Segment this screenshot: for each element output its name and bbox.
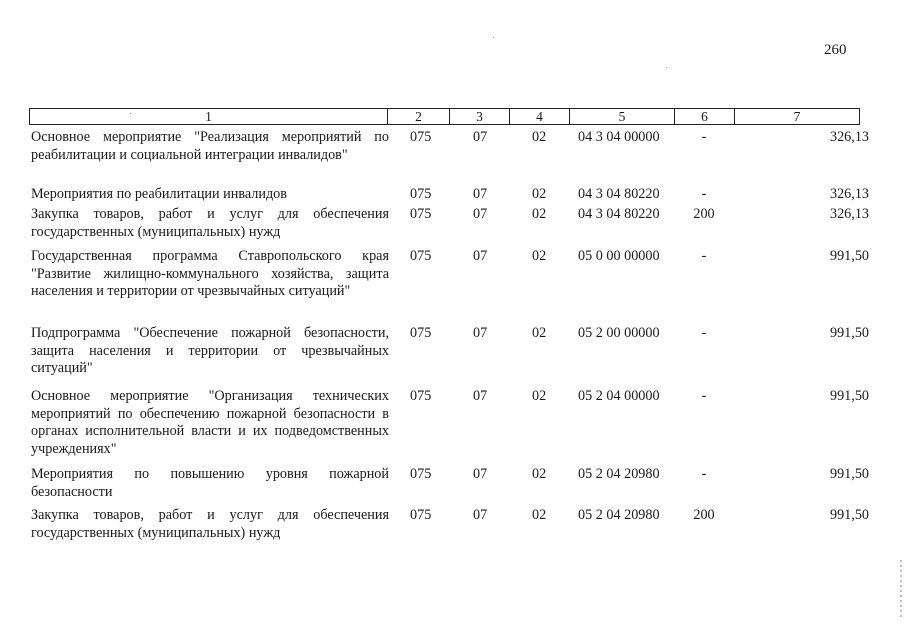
row-target-article: 05 2 00 00000 (578, 325, 660, 341)
row-description: Закупка товаров, работ и услуг для обеспечения государственных (муниципальных) нужд (31, 206, 389, 240)
row-subsection-code: 02 (532, 388, 547, 404)
row-expense-type: - (701, 129, 707, 145)
row-amount: 326,13 (829, 186, 869, 202)
row-expense-type: 200 (693, 507, 715, 523)
row-amount: 991,50 (829, 325, 869, 341)
row-section-code: 07 (473, 466, 488, 482)
header-col-2: 2 (415, 109, 422, 124)
row-section-code: 07 (473, 325, 488, 341)
scan-speck (493, 37, 494, 38)
row-section-code: 07 (473, 388, 488, 404)
row-subsection-code: 02 (532, 206, 547, 222)
row-subsection-code: 02 (532, 507, 547, 523)
row-amount: 991,50 (829, 507, 869, 523)
row-target-article: 05 2 04 20980 (578, 507, 660, 523)
row-target-article: 04 3 04 80220 (578, 186, 660, 202)
row-expense-type: - (701, 325, 707, 341)
header-col-1: 1 (205, 109, 212, 124)
row-expense-type: - (701, 388, 707, 404)
row-target-article: 05 2 04 20980 (578, 466, 660, 482)
row-description: Мероприятия по реабилитации инвалидов (31, 186, 287, 202)
row-section-code: 07 (473, 186, 488, 202)
scan-speck (666, 67, 667, 68)
row-amount: 991,50 (829, 466, 869, 482)
row-section-code: 07 (473, 248, 488, 264)
table-header-row (29, 108, 860, 125)
row-section-code: 07 (473, 129, 488, 145)
row-ministry-code: 075 (410, 186, 432, 202)
header-col-7: 7 (793, 109, 801, 124)
header-col-6: 6 (701, 109, 708, 124)
header-col-5: 5 (618, 109, 626, 124)
row-description: Основное мероприятие "Реализация мероприятий по реабилитации и социальной интеграции инвалидов" (31, 129, 389, 163)
row-subsection-code: 02 (532, 129, 547, 145)
row-expense-type: 200 (693, 206, 715, 222)
header-col-4: 4 (536, 109, 543, 124)
header-col-3: 3 (476, 109, 483, 124)
row-amount: 991,50 (829, 388, 869, 404)
row-description: Мероприятия по повышению уровня пожарной безопасности (31, 466, 389, 500)
row-description: Основное мероприятие "Организация технических мероприятий по обеспечению пожарной безопасности в органах исполнительной власти и их подведомственных учреждениях" (31, 388, 389, 457)
row-ministry-code: 075 (410, 206, 432, 222)
row-ministry-code: 075 (410, 466, 432, 482)
row-ministry-code: 075 (410, 388, 432, 404)
row-ministry-code: 075 (410, 325, 432, 341)
row-amount: 326,13 (829, 129, 869, 145)
scan-edge-artifact (900, 560, 902, 620)
row-description: Закупка товаров, работ и услуг для обеспечения государственных (муниципальных) нужд (31, 507, 389, 541)
row-target-article: 04 3 04 80220 (578, 206, 660, 222)
row-target-article: 04 3 04 00000 (578, 129, 660, 145)
row-amount: 326,13 (829, 206, 869, 222)
row-expense-type: - (701, 466, 707, 482)
row-section-code: 07 (473, 206, 488, 222)
row-ministry-code: 075 (410, 507, 432, 523)
row-description: Подпрограмма "Обеспечение пожарной безопасности, защита населения и территории от чрезвычайных ситуаций" (31, 325, 389, 376)
row-subsection-code: 02 (532, 325, 547, 341)
row-section-code: 07 (473, 507, 488, 523)
row-subsection-code: 02 (532, 186, 547, 202)
row-description: Государственная программа Ставропольского края "Развитие жилищно-коммунального хозяйства, защита населения и территории от чрезвычайных ситуаций" (31, 248, 389, 299)
row-subsection-code: 02 (532, 248, 547, 264)
row-ministry-code: 075 (410, 129, 432, 145)
row-expense-type: - (701, 248, 707, 264)
row-expense-type: - (701, 186, 707, 202)
page-number: 260 (824, 42, 847, 58)
row-amount: 991,50 (829, 248, 869, 264)
row-ministry-code: 075 (410, 248, 432, 264)
row-target-article: 05 0 00 00000 (578, 248, 660, 264)
row-target-article: 05 2 04 00000 (578, 388, 660, 404)
row-subsection-code: 02 (532, 466, 547, 482)
